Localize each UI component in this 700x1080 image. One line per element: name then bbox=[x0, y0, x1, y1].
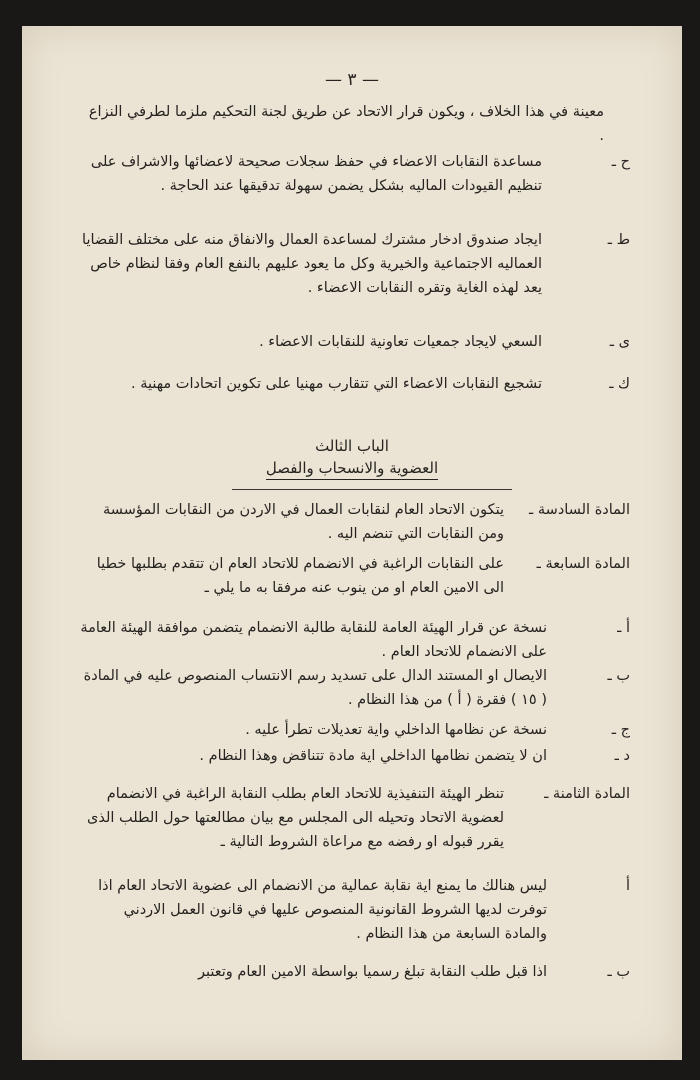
article-7-item-label-dal: د ـ bbox=[614, 748, 630, 764]
intro-paragraph bbox=[84, 100, 604, 148]
section-divider bbox=[232, 489, 512, 490]
article-7-item-label-ba: ب ـ bbox=[607, 668, 630, 684]
item-label-ya: ى ـ bbox=[609, 334, 630, 350]
item-text-ya: السعي لايجاد جمعيات تعاونية للنقابات الاعضاء . bbox=[259, 334, 542, 350]
article-6-text: يتكون الاتحاد العام لنقابات العمال في الاردن من النقابات المؤسسة ومن النقابات التي تنضم اليه . bbox=[103, 502, 504, 542]
article-8-item-label-ba: ب ـ bbox=[607, 964, 630, 980]
item-text-ta: ايجاد صندوق ادخار مشترك لمساعدة العمال والانفاق منه على مختلف القضايا العماليه الاجتماعية والخيرية وكل ما يعود عليهم بالنفع العام وفقا لنظام خاص يعد لهذه الغاية وتقره النقابات الاعضاء . bbox=[82, 232, 542, 296]
article-7-item-label-jim: ج ـ bbox=[611, 722, 630, 738]
article-8-item-text-alif: ليس هنالك ما يمنع اية نقابة عمالية من الانضمام الى عضوية الاتحاد العام اذا توفرت لديها الشروط القانونية المنصوص عليها في قانون العمل الاردني والمادة السابعة من هذا النظام . bbox=[98, 878, 547, 942]
item-text-ha: مساعدة النقابات الاعضاء في حفظ سجلات صحيحة لاعضائها والاشراف على تنظيم القيودات الماليه بشكل يضمن سهولة تدقيقها عند الحاجة . bbox=[90, 154, 542, 194]
chapter-title: الباب الثالث bbox=[315, 437, 389, 455]
document-page bbox=[22, 26, 682, 1060]
intro-text: معينة في هذا الخلاف ، ويكون قرار الاتحاد عن طريق لجنة التحكيم ملزما لطرفي النزاع . bbox=[88, 104, 604, 144]
article-7-item-text-jim: نسخة عن نظامها الداخلي واية تعديلات تطرأ عليه . bbox=[245, 722, 547, 738]
item-label-ta: ط ـ bbox=[607, 232, 630, 248]
article-7-item-label-alif: أ ـ bbox=[617, 620, 630, 636]
article-8-text: تنظر الهيئة التنفيذية للاتحاد العام بطلب النقابة الراغبة في الانضمام لعضوية الاتحاد وتحيله الى المجلس مع بيان مطالعتها حول الطلب الذى يقرر قبوله او رفضه مع مراعاة الشروط التالية ـ bbox=[86, 786, 504, 850]
article-8-item-label-alif: أ bbox=[625, 878, 630, 894]
page-number: — ٣ — bbox=[325, 70, 379, 90]
item-label-ha: ح ـ bbox=[611, 154, 630, 170]
article-7-item-text-dal: ان لا يتضمن نظامها الداخلي اية مادة تتناقض وهذا النظام . bbox=[199, 748, 547, 764]
article-8-label: المادة الثامنة ـ bbox=[544, 786, 630, 802]
article-6-label: المادة السادسة ـ bbox=[529, 502, 630, 518]
article-7-item-text-alif: نسخة عن قرار الهيئة العامة للنقابة طالبة الانضمام يتضمن موافقة الهيئة العامة على الانضمام للاتحاد العام . bbox=[80, 620, 547, 660]
chapter-subtitle bbox=[22, 456, 682, 480]
article-8-item-text-ba: اذا قبل طلب النقابة تبلغ رسميا بواسطة الامين العام وتعتبر bbox=[198, 964, 547, 980]
item-label-kaf: ك ـ bbox=[609, 376, 630, 392]
article-7-text: على النقابات الراغبة في الانضمام للاتحاد العام ان تتقدم بطلبها خطيا الى الامين العام او من ينوب عنه مرفقا به ما يلي ـ bbox=[96, 556, 504, 596]
item-text-kaf: تشجيع النقابات الاعضاء التي تتقارب مهنيا على تكوين اتحادات مهنية . bbox=[130, 376, 542, 392]
article-7-label: المادة السابعة ـ bbox=[536, 556, 630, 572]
article-7-item-text-ba: الايصال او المستند الدال على تسديد رسم الانتساب المنصوص عليه في المادة ( ١٥ ) فقرة ( أ ) من هذا النظام . bbox=[83, 668, 547, 708]
chapter-subtitle-text: العضوية والانسحاب والفصل bbox=[266, 459, 438, 480]
